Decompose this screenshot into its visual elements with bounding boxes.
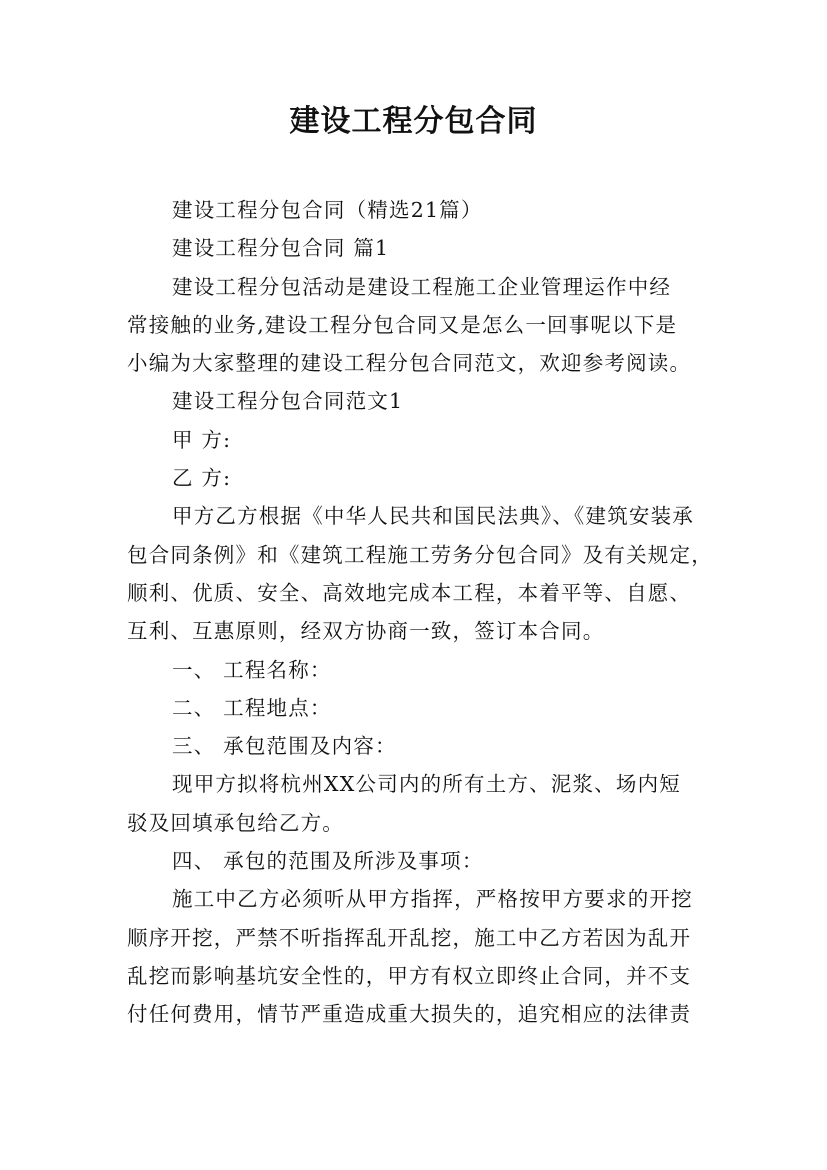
document-line: 建设工程分包合同 篇1: [172, 236, 390, 261]
document-line: 顺利、优质、安全、高效地完成本工程，本着平等、自愿、: [127, 580, 692, 605]
document-line: 二、 工程地点：: [172, 695, 332, 720]
document-line: 建设工程分包合同范文1: [172, 389, 404, 414]
document-line: 顺序开挖，严禁不听指挥乱开乱挖，施工中乙方若因为乱开: [127, 925, 692, 950]
document-line: 四、 承包的范围及所涉及事项：: [172, 849, 484, 874]
document-line: 付任何费用，情节严重造成重大损失的，追究相应的法律责: [127, 1002, 692, 1027]
document-line: 三、 承包范围及内容：: [172, 734, 397, 759]
document-line: 一、 工程名称：: [172, 657, 332, 682]
document-body: [127, 191, 717, 1034]
document-line: 建设工程分包活动是建设工程施工企业管理运作中经: [172, 274, 672, 299]
document-line: 互利、互惠原则，经双方协商一致，签订本合同。: [127, 619, 605, 644]
document-line: 建设工程分包合同（精选21篇）: [172, 198, 483, 222]
document-line: 小编为大家整理的建设工程分包合同范文，欢迎参考阅读。: [127, 351, 692, 376]
document-line: 常接触的业务,建设工程分包合同又是怎么一回事呢以下是: [127, 312, 678, 337]
document-line: 乱挖而影响基坑安全性的，甲方有权立即终止合同，并不支: [127, 963, 692, 988]
document-line: 乙 方:: [172, 466, 232, 491]
document-line: 甲 方:: [172, 427, 232, 452]
document-line: 甲方乙方根据《中华人民共和国民法典》、《建筑安装承: [172, 504, 694, 529]
document-line: 施工中乙方必须听从甲方指挥，严格按甲方要求的开挖: [172, 887, 693, 912]
document-title: 建设工程分包合同: [289, 104, 538, 139]
document-line: 包合同条例》和《建筑工程施工劳务分包合同》及有关规定，: [127, 542, 713, 567]
document-line: 现甲方拟将杭州XX公司内的所有土方、泥浆、场内短: [172, 772, 681, 797]
document-line: 驳及回填承包给乙方。: [127, 810, 344, 835]
